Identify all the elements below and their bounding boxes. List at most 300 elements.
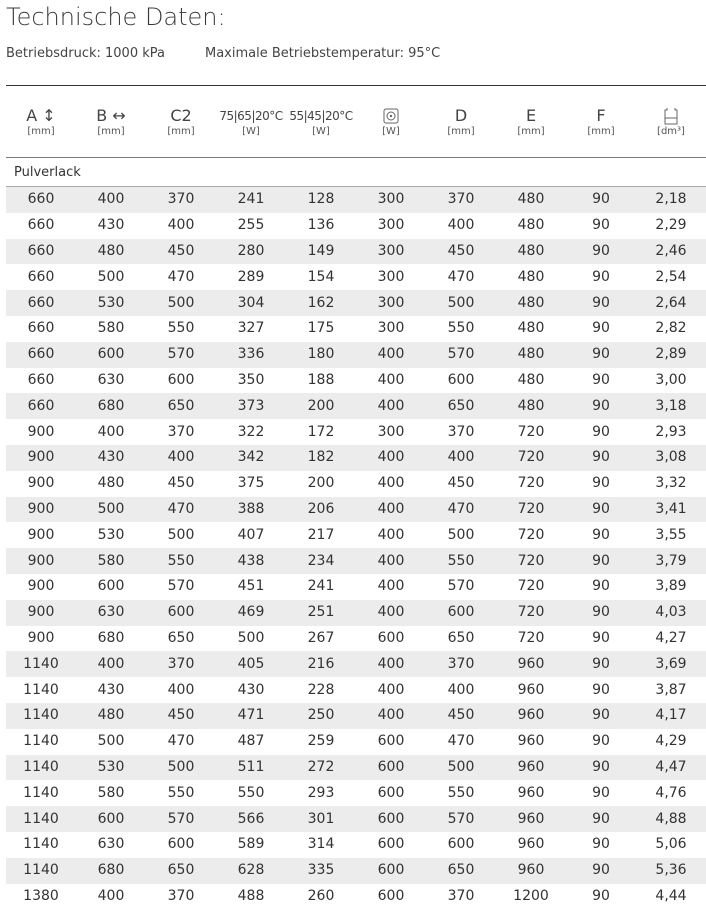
table-cell: 1140 — [6, 755, 76, 781]
table-cell: 570 — [167, 578, 195, 595]
table-cell: 600 — [97, 578, 125, 595]
table-cell: 90 — [566, 548, 636, 574]
table-cell: 90 — [566, 806, 636, 832]
table-cell: 2,64 — [636, 290, 706, 316]
table-cell: 400 — [356, 342, 426, 368]
table-cell: 90 — [566, 497, 636, 523]
table-cell: 960 — [517, 681, 545, 698]
table-cell: 300 — [356, 239, 426, 265]
table-cell: 630 — [97, 836, 125, 853]
table-cell: 550 — [447, 320, 475, 337]
table-cell: 600 — [377, 733, 405, 750]
table-cell: 480 — [496, 393, 566, 419]
table-cell: 438 — [216, 548, 286, 574]
table-cell: 255 — [237, 217, 265, 234]
table-cell: 234 — [286, 548, 356, 574]
table-cell: 370 — [167, 423, 195, 440]
table-cell: 570 — [447, 578, 475, 595]
table-cell: 322 — [237, 423, 265, 440]
col-header-d: D [mm] — [447, 105, 475, 137]
table-cell: 370 — [146, 651, 216, 677]
table-cell: 600 — [377, 784, 405, 801]
table-row — [6, 651, 706, 677]
table-cell: 400 — [76, 651, 146, 677]
table-row — [6, 755, 706, 781]
table-row — [6, 187, 706, 213]
table-cell: 293 — [307, 784, 335, 801]
table-cell: 480 — [496, 290, 566, 316]
table-cell: 4,27 — [655, 629, 687, 646]
table-cell: 4,76 — [655, 784, 687, 801]
table-cell: 480 — [517, 320, 545, 337]
table-cell: 530 — [76, 290, 146, 316]
table-cell: 300 — [377, 268, 405, 285]
table-cell: 530 — [76, 755, 146, 781]
col-header-b: B ↔ [mm] — [96, 105, 126, 137]
table-cell: 628 — [216, 858, 286, 884]
table-cell: 660 — [6, 187, 76, 213]
table-cell: 400 — [356, 393, 426, 419]
table-cell: 480 — [496, 187, 566, 213]
table-cell: 400 — [377, 475, 405, 492]
table-cell: 1380 — [23, 887, 59, 904]
table-cell: 1200 — [513, 887, 549, 904]
operating-pressure: Betriebsdruck: 1000 kPa — [6, 46, 165, 61]
col-header-e: E [mm] — [517, 105, 545, 137]
table-cell: 327 — [237, 320, 265, 337]
table-cell: 600 — [167, 371, 195, 388]
table-cell: 600 — [76, 806, 146, 832]
table-cell: 487 — [237, 733, 265, 750]
table-cell: 304 — [216, 290, 286, 316]
table-row — [6, 548, 706, 574]
table-cell: 90 — [592, 320, 610, 337]
table-cell: 3,32 — [655, 475, 687, 492]
table-cell: 400 — [76, 187, 146, 213]
table-row — [6, 703, 706, 729]
table-cell: 470 — [167, 733, 195, 750]
table-cell: 90 — [566, 342, 636, 368]
height-arrow-icon: ↕ — [37, 105, 56, 125]
table-cell: 960 — [517, 784, 545, 801]
table-cell: 600 — [377, 887, 405, 904]
table-cell: 480 — [496, 342, 566, 368]
table-cell: 450 — [426, 239, 496, 265]
table-cell: 388 — [216, 497, 286, 523]
table-cell: 720 — [496, 497, 566, 523]
table-cell: 1140 — [23, 836, 59, 853]
table-cell: 90 — [592, 681, 610, 698]
table-cell: 90 — [592, 629, 610, 646]
table-cell: 400 — [377, 371, 405, 388]
table-cell: 407 — [237, 526, 265, 543]
table-cell: 900 — [27, 629, 55, 646]
table-cell: 90 — [566, 290, 636, 316]
table-cell: 228 — [307, 681, 335, 698]
table-cell: 2,93 — [655, 423, 687, 440]
table-cell: 400 — [356, 497, 426, 523]
table-cell: 480 — [517, 268, 545, 285]
table-cell: 650 — [167, 629, 195, 646]
table-cell: 90 — [592, 475, 610, 492]
table-cell: 182 — [286, 445, 356, 471]
table-cell: 570 — [146, 342, 216, 368]
table-cell: 900 — [27, 578, 55, 595]
table-cell: 1140 — [23, 733, 59, 750]
table-cell: 149 — [286, 239, 356, 265]
table-cell: 600 — [356, 755, 426, 781]
table-cell: 241 — [216, 187, 286, 213]
table-cell: 5,06 — [655, 836, 687, 853]
table-cell: 136 — [307, 217, 335, 234]
table-cell: 720 — [496, 600, 566, 626]
table-cell: 90 — [566, 755, 636, 781]
table-cell: 430 — [76, 445, 146, 471]
table-cell: 90 — [592, 217, 610, 234]
table-row — [6, 368, 706, 394]
table-cell: 90 — [592, 733, 610, 750]
table-row — [6, 497, 706, 523]
table-row — [6, 419, 706, 445]
table-cell: 550 — [447, 784, 475, 801]
table-cell: 900 — [27, 423, 55, 440]
table-cell: 960 — [496, 755, 566, 781]
table-cell: 900 — [6, 600, 76, 626]
table-row — [6, 780, 706, 806]
technical-data-table — [6, 88, 706, 909]
table-cell: 430 — [97, 681, 125, 698]
table-cell: 206 — [286, 497, 356, 523]
table-cell: 960 — [517, 733, 545, 750]
table-cell: 405 — [216, 651, 286, 677]
table-row — [6, 832, 706, 858]
table-cell: 430 — [237, 681, 265, 698]
table-cell: 3,08 — [636, 445, 706, 471]
table-cell: 450 — [167, 475, 195, 492]
table-cell: 4,44 — [655, 887, 687, 904]
table-cell: 4,88 — [636, 806, 706, 832]
table-cell: 3,79 — [636, 548, 706, 574]
col-header-f: F [mm] — [587, 105, 615, 137]
table-cell: 470 — [447, 733, 475, 750]
table-cell: 550 — [426, 548, 496, 574]
table-row — [6, 600, 706, 626]
table-cell: 650 — [447, 629, 475, 646]
operating-specs — [6, 46, 440, 61]
table-cell: 580 — [97, 784, 125, 801]
table-cell: 1140 — [23, 784, 59, 801]
table-cell: 720 — [517, 526, 545, 543]
table-cell: 500 — [146, 755, 216, 781]
table-cell: 289 — [237, 268, 265, 285]
table-cell: 580 — [97, 320, 125, 337]
table-cell: 900 — [6, 445, 76, 471]
table-cell: 400 — [377, 526, 405, 543]
group-row-pulverlack — [6, 158, 706, 187]
table-cell: 480 — [517, 217, 545, 234]
table-cell: 90 — [566, 187, 636, 213]
table-cell: 600 — [167, 836, 195, 853]
table-cell: 3,41 — [636, 497, 706, 523]
table-cell: 500 — [97, 268, 125, 285]
table-cell: 336 — [216, 342, 286, 368]
table-cell: 400 — [167, 217, 195, 234]
table-cell: 90 — [566, 393, 636, 419]
table-cell: 400 — [426, 445, 496, 471]
table-cell: 450 — [146, 239, 216, 265]
table-cell: 180 — [286, 342, 356, 368]
table-cell: 90 — [592, 578, 610, 595]
table-cell: 580 — [76, 548, 146, 574]
table-cell: 500 — [237, 629, 265, 646]
table-cell: 280 — [216, 239, 286, 265]
table-cell: 175 — [307, 320, 335, 337]
table-cell: 3,55 — [655, 526, 687, 543]
table-cell: 300 — [377, 320, 405, 337]
table-cell: 450 — [426, 703, 496, 729]
table-cell: 90 — [566, 858, 636, 884]
table-row — [6, 213, 706, 239]
table-cell: 680 — [97, 629, 125, 646]
table-cell: 720 — [517, 629, 545, 646]
table-cell: 450 — [447, 475, 475, 492]
table-cell: 172 — [307, 423, 335, 440]
table-cell: 342 — [216, 445, 286, 471]
table-cell: 90 — [566, 651, 636, 677]
table-cell: 600 — [356, 858, 426, 884]
col-header-output-55-45-20: 55|45|20°C [W] — [289, 108, 353, 137]
table-cell: 370 — [447, 887, 475, 904]
table-cell: 500 — [167, 526, 195, 543]
table-cell: 400 — [97, 423, 125, 440]
table-cell: 400 — [447, 681, 475, 698]
table-cell: 960 — [496, 806, 566, 832]
table-cell: 272 — [286, 755, 356, 781]
table-cell: 630 — [97, 371, 125, 388]
table-cell: 400 — [356, 445, 426, 471]
table-cell: 451 — [237, 578, 265, 595]
table-cell: 550 — [167, 320, 195, 337]
table-cell: 630 — [76, 600, 146, 626]
table-cell: 1140 — [6, 651, 76, 677]
table-cell: 301 — [286, 806, 356, 832]
table-cell: 4,47 — [636, 755, 706, 781]
table-cell: 90 — [566, 445, 636, 471]
table-cell: 720 — [496, 445, 566, 471]
table-cell: 2,46 — [636, 239, 706, 265]
table-cell: 90 — [566, 239, 636, 265]
table-cell: 3,69 — [636, 651, 706, 677]
table-cell: 660 — [27, 217, 55, 234]
table-cell: 90 — [566, 600, 636, 626]
table-cell: 90 — [592, 887, 610, 904]
col-header-a: A ↕ [mm] — [26, 105, 56, 137]
table-cell: 470 — [426, 497, 496, 523]
table-cell: 720 — [496, 548, 566, 574]
table-cell: 600 — [377, 836, 405, 853]
table-cell: 660 — [6, 393, 76, 419]
table-row — [6, 522, 706, 548]
table-cell: 650 — [146, 858, 216, 884]
table-row — [6, 393, 706, 419]
table-cell: 400 — [377, 578, 405, 595]
table-cell: 90 — [592, 784, 610, 801]
table-cell: 400 — [167, 681, 195, 698]
table-cell: 570 — [426, 342, 496, 368]
table-cell: 400 — [447, 217, 475, 234]
table-cell: 400 — [356, 548, 426, 574]
table-cell: 314 — [307, 836, 335, 853]
table-cell: 960 — [496, 703, 566, 729]
table-cell: 600 — [356, 806, 426, 832]
table-cell: 400 — [356, 703, 426, 729]
group-label: Pulverlack — [6, 158, 706, 187]
table-cell: 2,29 — [655, 217, 687, 234]
table-cell: 550 — [167, 784, 195, 801]
table-cell: 200 — [307, 475, 335, 492]
table-cell: 154 — [307, 268, 335, 285]
table-cell: 500 — [447, 526, 475, 543]
table-cell: 90 — [592, 371, 610, 388]
max-operating-temperature: Maximale Betriebstemperatur: 95°C — [204, 46, 441, 61]
table-cell: 500 — [97, 733, 125, 750]
table-cell: 960 — [496, 858, 566, 884]
table-cell: 300 — [377, 217, 405, 234]
table-cell: 550 — [146, 548, 216, 574]
table-cell: 650 — [146, 393, 216, 419]
table-cell: 251 — [286, 600, 356, 626]
table-cell: 2,18 — [636, 187, 706, 213]
table-cell: 550 — [237, 784, 265, 801]
table-cell: 4,29 — [655, 733, 687, 750]
page-title: Technische Daten: — [6, 3, 226, 31]
table-cell: 660 — [6, 239, 76, 265]
table-cell: 241 — [307, 578, 335, 595]
table-cell: 960 — [517, 836, 545, 853]
table-cell: 500 — [426, 290, 496, 316]
table-cell: 566 — [216, 806, 286, 832]
table-cell: 589 — [237, 836, 265, 853]
table-cell: 600 — [146, 600, 216, 626]
table-cell: 660 — [6, 290, 76, 316]
table-row — [6, 574, 706, 600]
table-cell: 530 — [97, 526, 125, 543]
table-cell: 480 — [76, 239, 146, 265]
table-cell: 1140 — [6, 806, 76, 832]
table-row — [6, 239, 706, 265]
table-cell: 90 — [592, 526, 610, 543]
table-cell: 720 — [517, 423, 545, 440]
table-cell: 400 — [97, 887, 125, 904]
table-cell: 370 — [426, 651, 496, 677]
table-cell: 900 — [27, 526, 55, 543]
table-cell: 370 — [447, 423, 475, 440]
table-cell: 335 — [286, 858, 356, 884]
table-cell: 4,03 — [636, 600, 706, 626]
table-cell: 260 — [307, 887, 335, 904]
table-row — [6, 316, 706, 342]
table-cell: 960 — [496, 651, 566, 677]
table-cell: 259 — [307, 733, 335, 750]
width-arrow-icon: ↔ — [107, 105, 126, 125]
table-cell: 480 — [76, 703, 146, 729]
table-cell: 488 — [237, 887, 265, 904]
table-cell: 1140 — [6, 858, 76, 884]
table-row — [6, 858, 706, 884]
table-cell: 4,17 — [636, 703, 706, 729]
table-cell: 5,36 — [636, 858, 706, 884]
table-cell: 650 — [426, 393, 496, 419]
table-cell: 500 — [146, 290, 216, 316]
table-cell: 660 — [27, 371, 55, 388]
table-cell: 90 — [592, 268, 610, 285]
table-cell: 511 — [216, 755, 286, 781]
table-cell: 450 — [146, 703, 216, 729]
table-cell: 370 — [426, 187, 496, 213]
table-cell: 600 — [426, 600, 496, 626]
table-cell: 470 — [447, 268, 475, 285]
heating-element-icon — [383, 108, 399, 124]
table-cell: 2,54 — [655, 268, 687, 285]
table-header-row — [6, 88, 706, 158]
table-cell: 370 — [167, 887, 195, 904]
table-cell: 400 — [377, 681, 405, 698]
table-row — [6, 884, 706, 910]
table-cell: 900 — [27, 475, 55, 492]
table-row — [6, 264, 706, 290]
table-cell: 1140 — [6, 703, 76, 729]
table-cell: 162 — [286, 290, 356, 316]
col-header-c2: C2 [mm] — [167, 105, 195, 137]
table-cell: 400 — [146, 445, 216, 471]
table-cell: 471 — [216, 703, 286, 729]
table-cell: 900 — [6, 497, 76, 523]
table-cell: 480 — [97, 475, 125, 492]
table-row — [6, 806, 706, 832]
table-cell: 128 — [286, 187, 356, 213]
table-cell: 480 — [496, 239, 566, 265]
col-header-heating-element: [W] — [356, 88, 426, 158]
table-row — [6, 626, 706, 652]
table-cell: 720 — [517, 578, 545, 595]
table-cell: 430 — [97, 217, 125, 234]
table-row — [6, 729, 706, 755]
table-cell: 900 — [6, 548, 76, 574]
table-cell: 650 — [426, 858, 496, 884]
table-cell: 500 — [76, 497, 146, 523]
table-cell: 267 — [307, 629, 335, 646]
table-cell: 400 — [356, 651, 426, 677]
table-row — [6, 471, 706, 497]
table-cell: 216 — [286, 651, 356, 677]
table-cell: 188 — [307, 371, 335, 388]
table-cell: 250 — [286, 703, 356, 729]
header-divider — [6, 85, 706, 86]
volume-container-icon — [664, 107, 678, 125]
table-cell: 3,00 — [655, 371, 687, 388]
table-cell: 90 — [592, 836, 610, 853]
table-cell: 660 — [27, 320, 55, 337]
table-cell: 600 — [377, 629, 405, 646]
table-cell: 470 — [167, 268, 195, 285]
table-cell: 350 — [237, 371, 265, 388]
table-cell: 680 — [76, 393, 146, 419]
table-cell: 660 — [27, 268, 55, 285]
table-cell: 680 — [76, 858, 146, 884]
table-cell: 300 — [356, 290, 426, 316]
table-cell: 480 — [517, 371, 545, 388]
table-row — [6, 290, 706, 316]
